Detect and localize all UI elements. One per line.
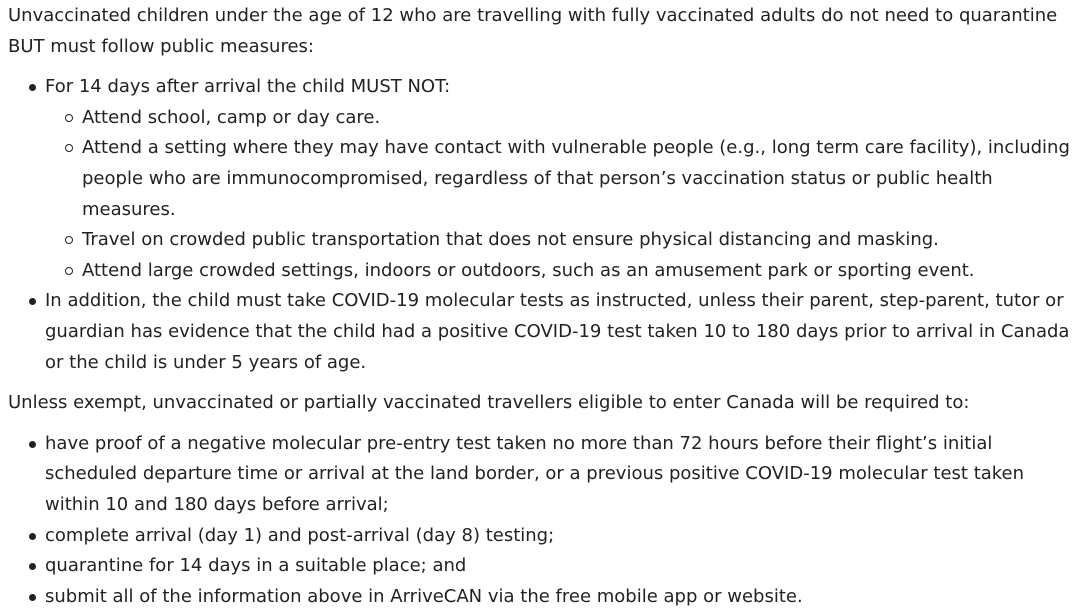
sublist-item-text: Attend large crowded settings, indoors or outdoors, such as an amusement park or sporting event. xyxy=(82,259,975,281)
sublist-item-text: Travel on crowded public transportation that does not ensure physical distancing and masking. xyxy=(82,229,939,251)
sublist-item xyxy=(82,103,1072,134)
unvaccinated-intro-paragraph: Unless exempt, unvaccinated or partially vaccinated travellers eligible to enter Canada will be required to: xyxy=(8,392,970,414)
sublist-item xyxy=(82,256,1072,287)
list-item xyxy=(45,582,1072,612)
list-item-text: have proof of a negative molecular pre-entry test taken no more than 72 hours before their flight’s initial scheduled departure time or arrival at the land border, or a previous positive COVID-19 molecular test taken within 10 and 180 days before arrival; xyxy=(45,432,1025,515)
list-item-text: complete arrival (day 1) and post-arrival (day 8) testing; xyxy=(45,524,555,546)
bullet-disc-icon xyxy=(29,533,36,540)
bullet-circle-icon xyxy=(65,236,73,244)
children-intro-paragraph: Unvaccinated children under the age of 12 who are travelling with fully vaccinated adults do not need to quarantine BUT must follow public measures: xyxy=(8,5,1058,57)
children-measures-list xyxy=(8,72,1072,378)
bullet-disc-icon xyxy=(29,594,36,601)
list-item-text: submit all of the information above in ArriveCAN via the free mobile app or website. xyxy=(45,585,803,607)
sublist-item xyxy=(82,133,1072,225)
requirements-list xyxy=(8,429,1072,612)
list-item-text: quarantine for 14 days in a suitable place; and xyxy=(45,555,467,577)
sublist-item-text: Attend school, camp or day care. xyxy=(82,106,381,128)
list-item-text: In addition, the child must take COVID-19 molecular tests as instructed, unless their parent, step-parent, tutor or guardian has evidence that the child had a positive COVID-19 test taken 10 to 180 days prior to arrival in Canada or the child is under 5 years of age. xyxy=(45,290,1070,373)
bullet-disc-icon xyxy=(29,563,36,570)
bullet-circle-icon xyxy=(65,144,73,152)
bullet-circle-icon xyxy=(65,267,73,275)
list-item xyxy=(45,72,1072,286)
sublist-item-text: Attend a setting where they may have contact with vulnerable people (e.g., long term care facility), including people who are immunocompromised, regardless of that person’s vaccination status or public health measures. xyxy=(82,137,1070,220)
list-item xyxy=(45,429,1072,521)
list-item-text: For 14 days after arrival the child MUST NOT: xyxy=(45,76,451,98)
bullet-disc-icon xyxy=(29,441,36,448)
list-item xyxy=(45,286,1072,378)
list-item xyxy=(45,521,1072,552)
must-not-sublist xyxy=(45,103,1072,287)
bullet-circle-icon xyxy=(65,114,73,122)
bullet-disc-icon xyxy=(29,298,36,305)
sublist-item xyxy=(82,225,1072,256)
bullet-disc-icon xyxy=(29,84,36,91)
list-item xyxy=(45,551,1072,582)
